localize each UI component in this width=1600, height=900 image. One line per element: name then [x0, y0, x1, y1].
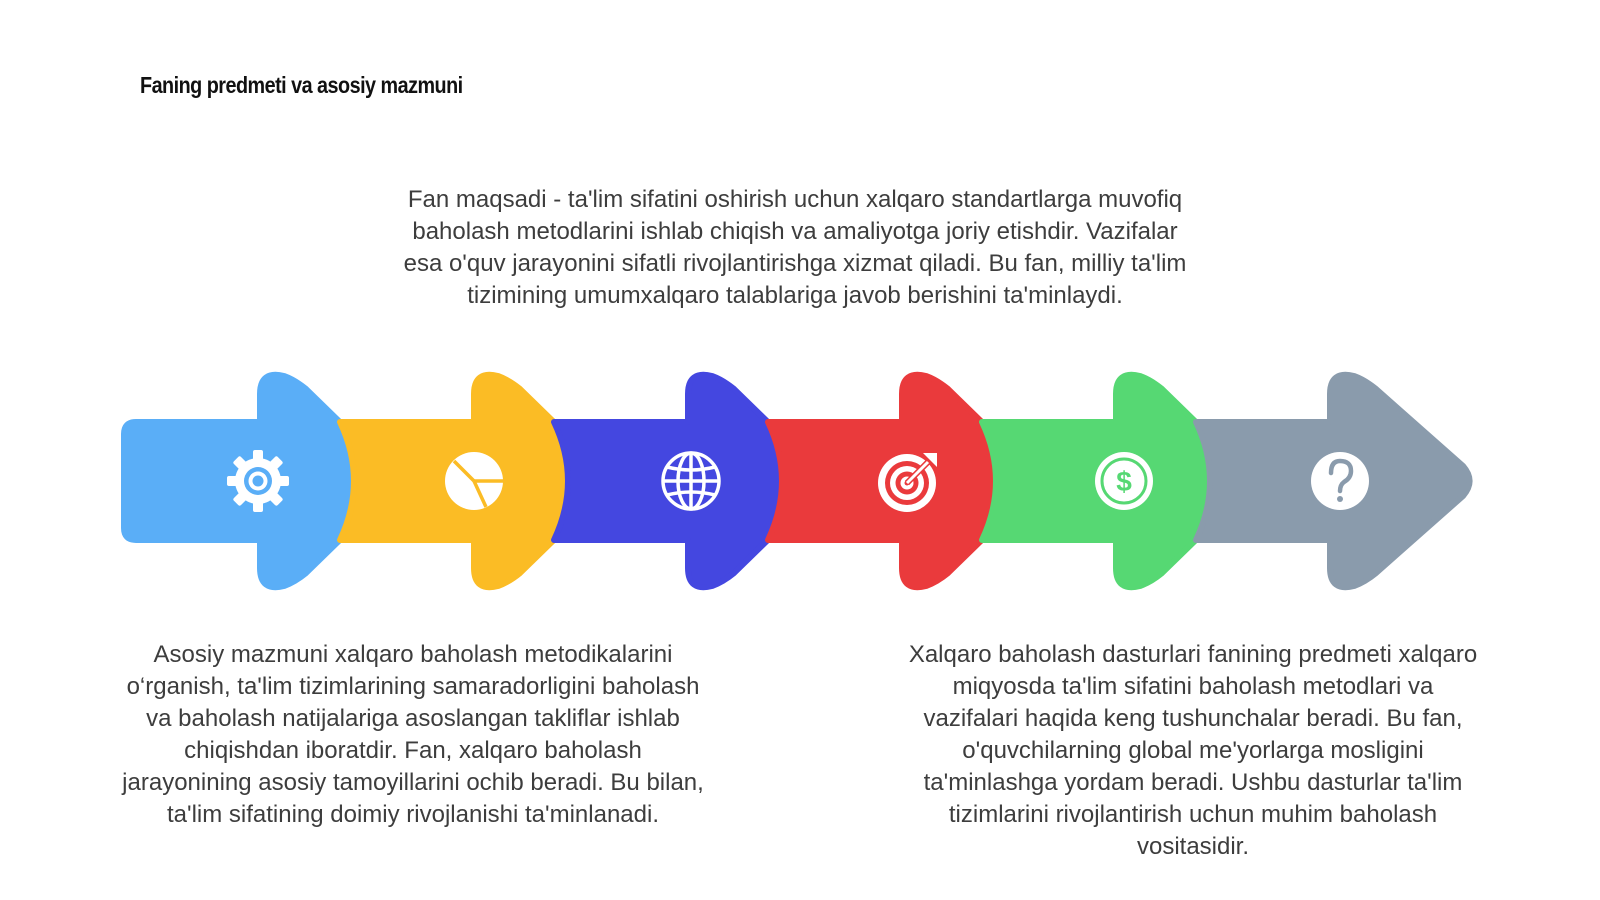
dollar-coin-icon [1095, 452, 1153, 510]
question-icon [1311, 452, 1369, 510]
svg-text:$: $ [1116, 466, 1132, 497]
globe-icon [663, 453, 719, 509]
pie-chart-icon [445, 452, 503, 510]
text-block-top: Fan maqsadi - ta'lim sifatini oshirish uchun xalqaro standartlarga muvofiq baholash metodlarini ishlab chiqish va amaliyotga joriy etishdir. Vazifalar esa o'quv jarayonini sifatli rivojlantirishga xizmat qiladi. Bu fan, milliy ta'lim tizimining umumxalqaro talablariga javob berishini ta'minlaydi. [403, 186, 1187, 309]
text-block-left: Asosiy mazmuni xalqaro baholash metodikalarini o‘rganish, ta'lim tizimlarining samaradorligini baholash va baholash natijalariga asoslangan takliflar ishlab chiqishdan iboratdir. Fan, xalqaro baholash jarayonining asosiy tamoyillarini ochib beradi. Bu bilan, ta'lim sifatining doimiy rivojlanishi ta'minlanadi. [122, 641, 704, 828]
gear-icon [227, 450, 289, 512]
slide-title: Faning predmeti va asosiy mazmuni [140, 72, 463, 98]
text-block-right: Xalqaro baholash dasturlari fanining predmeti xalqaro miqyosda ta'lim sifatini baholash metodlari va vazifalari haqida keng tushunchalar beradi. Bu fan, o'quvchilarning global me'yorlarga mosligini ta'minlashga yordam beradi. Ushbu dasturlar ta'lim tizimlarini rivojlantirish uchun muhim baholash vositasidir. [908, 641, 1478, 860]
